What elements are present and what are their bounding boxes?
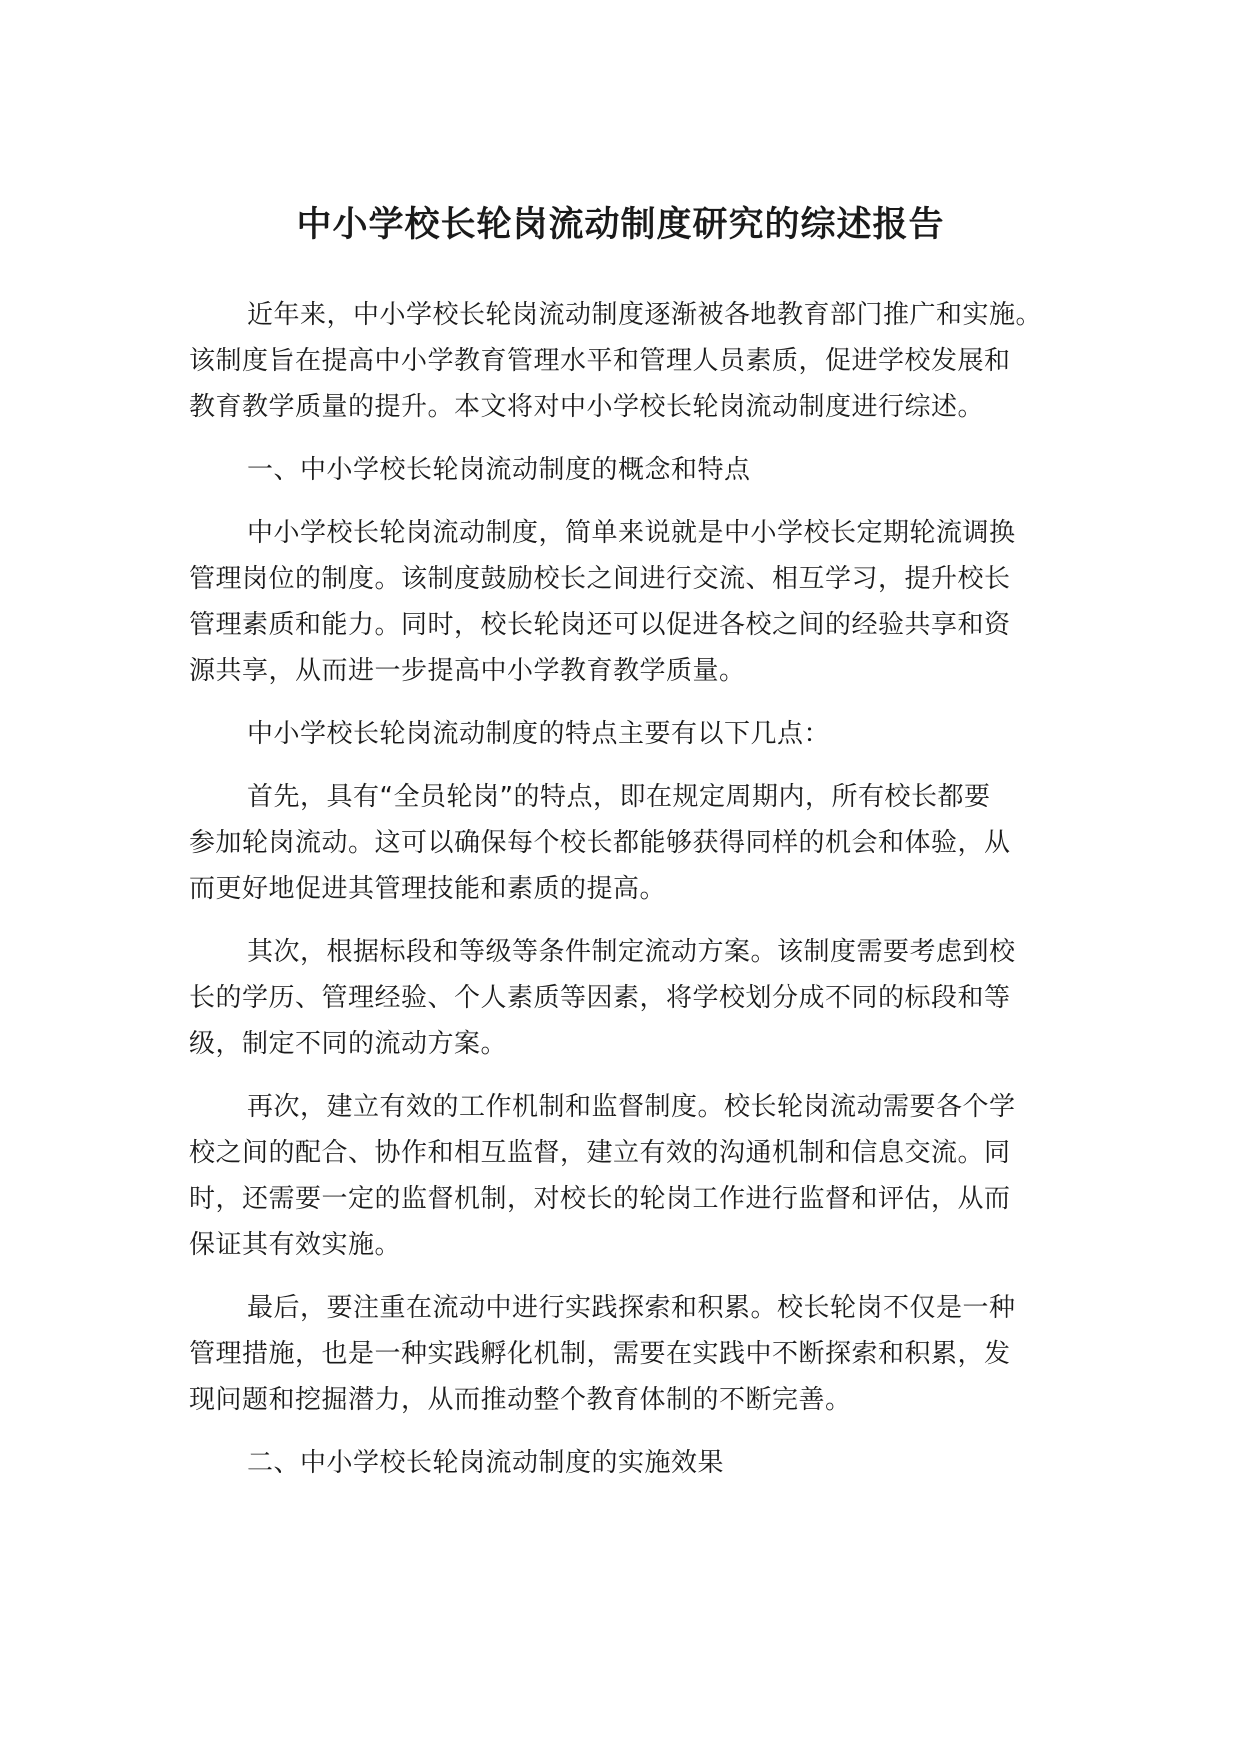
text-line: 参加轮岗流动。这可以确保每个校长都能够获得同样的机会和体验，从 xyxy=(189,828,1011,858)
section-heading xyxy=(189,447,1064,493)
text-line: 近年来，中小学校长轮岗流动制度逐渐被各地教育部门推广和实施。 xyxy=(247,300,1043,330)
text-line: 管理措施，也是一种实践孵化机制，需要在实践中不断探索和积累，发 xyxy=(189,1339,1011,1369)
text-line: 中小学校长轮岗流动制度的特点主要有以下几点： xyxy=(247,719,831,749)
text-line: 该制度旨在提高中小学教育管理水平和管理人员素质，促进学校发展和 xyxy=(189,346,1011,376)
text-line: 其次，根据标段和等级等条件制定流动方案。该制度需要考虑到校 xyxy=(247,937,1016,967)
document-title: 中小学校长轮岗流动制度研究的综述报告 xyxy=(296,205,945,246)
text-line: 长的学历、管理经验、个人素质等因素，将学校划分成不同的标段和等 xyxy=(189,983,1011,1013)
text-line: 而更好地促进其管理技能和素质的提高。 xyxy=(189,874,667,904)
text-line: 保证其有效实施。 xyxy=(189,1230,402,1260)
paragraph xyxy=(189,711,1064,757)
text-line: 中小学校长轮岗流动制度，简单来说就是中小学校长定期轮流调换 xyxy=(247,518,1016,548)
paragraph xyxy=(189,1084,1064,1268)
text-line: 源共享，从而进一步提高中小学教育教学质量。 xyxy=(189,656,746,686)
text-line: 再次，建立有效的工作机制和监督制度。校长轮岗流动需要各个学 xyxy=(247,1092,1016,1122)
text-line: 级，制定不同的流动方案。 xyxy=(189,1029,508,1059)
paragraph xyxy=(189,510,1064,694)
text-line: 校之间的配合、协作和相互监督，建立有效的沟通机制和信息交流。同 xyxy=(189,1138,1011,1168)
text-line: 一、中小学校长轮岗流动制度的概念和特点 xyxy=(247,455,751,485)
paragraph xyxy=(189,929,1064,1067)
text-line: 现问题和挖掘潜力，从而推动整个教育体制的不断完善。 xyxy=(189,1385,852,1415)
text-line: 管理岗位的制度。该制度鼓励校长之间进行交流、相互学习，提升校长 xyxy=(189,564,1011,594)
section-heading xyxy=(189,1440,1064,1486)
text-line: 时，还需要一定的监督机制，对校长的轮岗工作进行监督和评估，从而 xyxy=(189,1184,1011,1214)
paragraph xyxy=(189,1285,1064,1423)
text-line: 管理素质和能力。同时，校长轮岗还可以促进各校之间的经验共享和资 xyxy=(189,610,1011,640)
text-line: 二、中小学校长轮岗流动制度的实施效果 xyxy=(247,1448,725,1478)
text-line: 最后，要注重在流动中进行实践探索和积累。校长轮岗不仅是一种 xyxy=(247,1293,1016,1323)
paragraph xyxy=(189,292,1064,430)
text-line: 首先，具有“全员轮岗”的特点，即在规定周期内，所有校长都要 xyxy=(247,782,991,812)
paragraph xyxy=(189,774,1064,912)
document-body xyxy=(189,292,1064,1503)
text-line: 教育教学质量的提升。本文将对中小学校长轮岗流动制度进行综述。 xyxy=(189,392,985,422)
